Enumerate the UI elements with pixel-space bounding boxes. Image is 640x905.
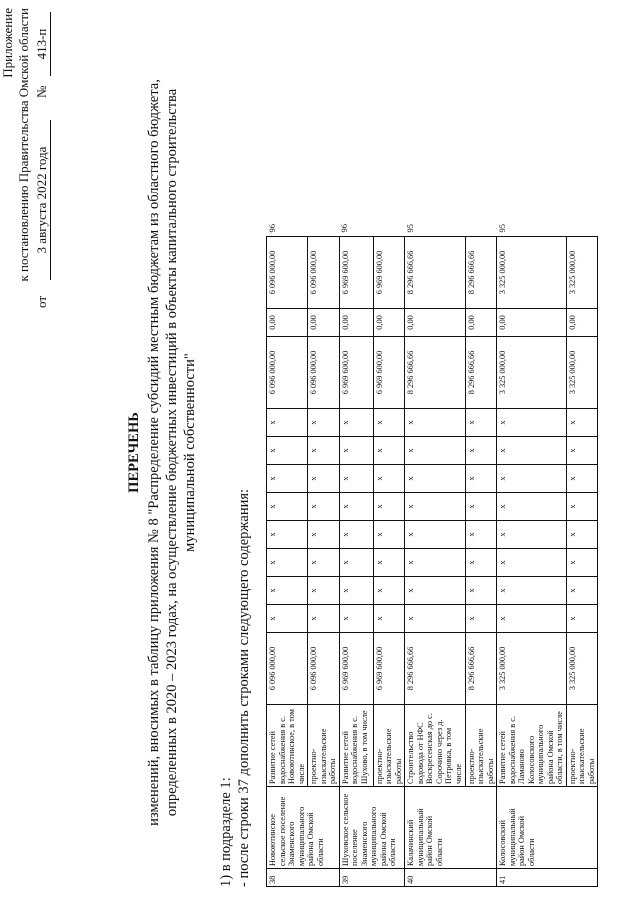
empty-mark: х: [497, 437, 567, 465]
document-title: ПЕРЕЧЕНЬ: [126, 412, 142, 493]
total-amount: 8 296 666,66: [465, 633, 497, 705]
object-description: Развитие сетей водоснабжения в с. Ламаново Колосовского муниципального района Омской области, в том числе: [497, 705, 567, 787]
object-description: Строительство водовода от НФС Воскресенская до с. Сорочино через д. Петровка, в том числе: [405, 705, 465, 787]
object-description: проектно-изыскательские работы: [465, 705, 497, 787]
empty-mark: х: [308, 577, 340, 605]
empty-mark: х: [373, 465, 405, 493]
from-label: от: [34, 295, 49, 308]
page-mark: 95: [405, 221, 497, 237]
empty-mark: х: [339, 437, 373, 465]
object-description: проектно-изыскательские работы: [566, 705, 598, 787]
empty-mark: х: [267, 465, 308, 493]
amount-zero: 0,00: [497, 309, 567, 337]
empty-mark: х: [308, 465, 340, 493]
amount-zero: 0,00: [373, 309, 405, 337]
empty-mark: х: [308, 409, 340, 437]
amount-zero: 0,00: [308, 309, 340, 337]
empty-mark: х: [566, 605, 598, 633]
empty-mark: х: [308, 605, 340, 633]
page-mark: 96: [339, 221, 405, 237]
title-line-3: определенных в 2020 – 2023 годах, на осуществление бюджетных инвестиций в объекты капитального строительства: [164, 88, 180, 817]
empty-mark: х: [566, 549, 598, 577]
amount-zero: 0,00: [267, 309, 308, 337]
amount-value: 3 325 000,00: [566, 337, 598, 409]
page-mark: 95: [497, 221, 598, 237]
title-line-2: изменений, вносимых в таблицу приложения № 8 "Распределение субсидий местным бюджетам из областного бюджета,: [146, 79, 162, 826]
object-description: Развитие сетей водоснабжения в с. Новоютинское, в том числе: [267, 705, 308, 787]
empty-mark: х: [373, 409, 405, 437]
empty-mark: х: [405, 549, 465, 577]
row-number: 38: [267, 869, 340, 887]
amount-value: 6 096 000,00: [267, 337, 308, 409]
table-row: [339, 221, 373, 887]
empty-mark: х: [566, 409, 598, 437]
amount-value-2: 6 096 000,00: [308, 237, 340, 309]
amount-value-2: 6 096 000,00: [267, 237, 308, 309]
subsidy-table: [266, 221, 598, 888]
empty-mark: х: [267, 521, 308, 549]
total-amount: 3 325 000,00: [566, 633, 598, 705]
empty-mark: х: [267, 605, 308, 633]
object-description: Развитие сетей водоснабжения в с. Шухово, в том числе: [339, 705, 373, 787]
empty-mark: х: [373, 549, 405, 577]
total-amount: 6 969 600,00: [373, 633, 405, 705]
empty-mark: х: [308, 549, 340, 577]
intro-item-2: - после строки 37 дополнить строками следующего содержания:: [236, 488, 252, 887]
table-body: [267, 221, 598, 887]
empty-mark: х: [339, 493, 373, 521]
total-amount: 3 325 000,00: [497, 633, 567, 705]
amount-value: 8 296 666,66: [405, 337, 465, 409]
object-description: проектно-изыскательские работы: [373, 705, 405, 787]
empty-mark: х: [405, 577, 465, 605]
row-number: 41: [497, 869, 598, 887]
amount-zero: 0,00: [339, 309, 373, 337]
empty-mark: х: [373, 493, 405, 521]
amount-value: 3 325 000,00: [497, 337, 567, 409]
table-row: [497, 221, 567, 887]
empty-mark: х: [373, 437, 405, 465]
resolution-date: 3 августа 2022 года: [34, 120, 51, 280]
total-amount: 8 296 666,66: [405, 633, 465, 705]
empty-mark: х: [339, 605, 373, 633]
empty-mark: х: [465, 521, 497, 549]
amount-value: 6 096 000,00: [308, 337, 340, 409]
municipality-name: Шуховское сельское поселение Знаменского муниципального района Омской области: [339, 787, 405, 869]
amount-zero: 0,00: [465, 309, 497, 337]
title-line-4: муниципальной собственности": [182, 353, 198, 552]
empty-mark: х: [566, 493, 598, 521]
object-description: проектно-изыскательские работы: [308, 705, 340, 787]
empty-mark: х: [465, 409, 497, 437]
municipality-name: Новоютинское сельское поселение Знаменского муниципального района Омской области: [267, 787, 340, 869]
table-row: [267, 221, 308, 887]
row-number: 40: [405, 869, 497, 887]
amount-value-2: 6 969 600,00: [339, 237, 373, 309]
amount-value-2: 3 325 000,00: [566, 237, 598, 309]
empty-mark: х: [465, 493, 497, 521]
empty-mark: х: [566, 465, 598, 493]
amount-value: 8 296 666,66: [465, 337, 497, 409]
amount-value: 6 969 600,00: [373, 337, 405, 409]
empty-mark: х: [308, 437, 340, 465]
empty-mark: х: [339, 521, 373, 549]
empty-mark: х: [465, 437, 497, 465]
empty-mark: х: [566, 521, 598, 549]
empty-mark: х: [497, 549, 567, 577]
amount-zero: 0,00: [405, 309, 465, 337]
empty-mark: х: [497, 577, 567, 605]
empty-mark: х: [497, 605, 567, 633]
empty-mark: х: [497, 465, 567, 493]
empty-mark: х: [465, 605, 497, 633]
empty-mark: х: [339, 549, 373, 577]
total-amount: 6 969 600,00: [339, 633, 373, 705]
empty-mark: х: [405, 493, 465, 521]
empty-mark: х: [339, 577, 373, 605]
table-row: [405, 221, 465, 887]
municipality-name: Калачинский муниципальный район Омской области: [405, 787, 497, 869]
empty-mark: х: [339, 465, 373, 493]
empty-mark: х: [465, 465, 497, 493]
empty-mark: х: [267, 549, 308, 577]
empty-mark: х: [373, 605, 405, 633]
amount-value-2: 8 296 666,66: [405, 237, 465, 309]
amount-value-2: 3 325 000,00: [497, 237, 567, 309]
empty-mark: х: [405, 437, 465, 465]
number-label: №: [34, 85, 49, 98]
empty-mark: х: [405, 605, 465, 633]
appendix-label: Приложение: [0, 8, 15, 78]
total-amount: 6 096 000,00: [308, 633, 340, 705]
empty-mark: х: [308, 493, 340, 521]
resolution-ref: к постановлению Правительства Омской области: [16, 8, 31, 282]
empty-mark: х: [267, 577, 308, 605]
empty-mark: х: [465, 577, 497, 605]
empty-mark: х: [566, 437, 598, 465]
empty-mark: х: [405, 521, 465, 549]
empty-mark: х: [566, 577, 598, 605]
empty-mark: х: [267, 493, 308, 521]
empty-mark: х: [308, 521, 340, 549]
resolution-number: 413-п: [34, 12, 51, 76]
amount-value-2: 8 296 666,66: [465, 237, 497, 309]
empty-mark: х: [497, 409, 567, 437]
empty-mark: х: [497, 493, 567, 521]
empty-mark: х: [405, 465, 465, 493]
amount-value-2: 6 969 600,00: [373, 237, 405, 309]
amount-zero: 0,00: [566, 309, 598, 337]
empty-mark: х: [373, 521, 405, 549]
intro-item-1: 1) в подразделе 1:: [218, 777, 234, 887]
total-amount: 6 096 000,00: [267, 633, 308, 705]
empty-mark: х: [267, 437, 308, 465]
empty-mark: х: [339, 409, 373, 437]
amount-value: 6 969 600,00: [339, 337, 373, 409]
empty-mark: х: [373, 577, 405, 605]
empty-mark: х: [465, 549, 497, 577]
empty-mark: х: [497, 521, 567, 549]
page-mark: 96: [267, 221, 340, 237]
empty-mark: х: [405, 409, 465, 437]
row-number: 39: [339, 869, 405, 887]
empty-mark: х: [267, 409, 308, 437]
municipality-name: Колосовский муниципальный район Омской области: [497, 787, 598, 869]
